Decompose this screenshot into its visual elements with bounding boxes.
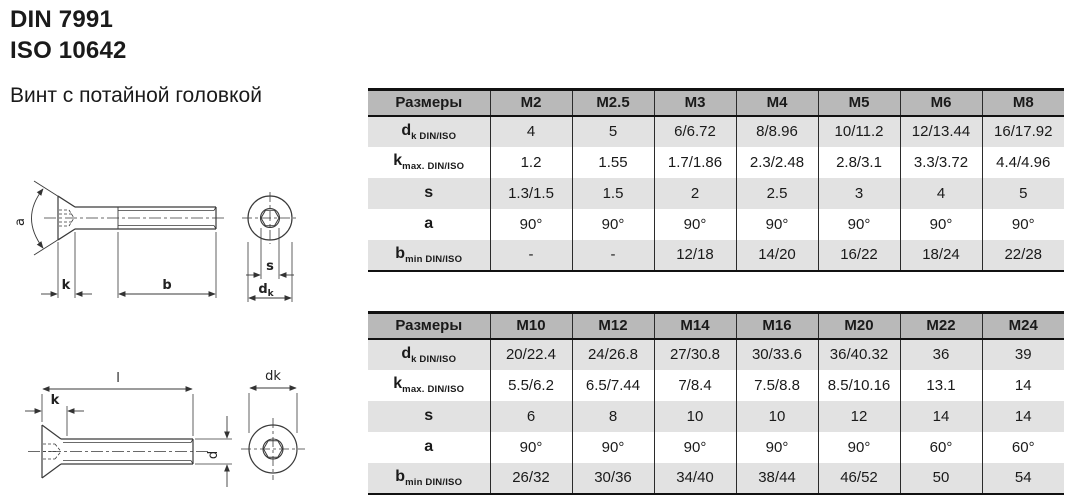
value-cell: 12/18 [654, 240, 736, 271]
column-header: M12 [572, 313, 654, 339]
value-cell: 90° [982, 209, 1064, 240]
value-cell: 5 [982, 178, 1064, 209]
value-cell: 10/11.2 [818, 116, 900, 147]
row-label-subscript: k DIN/ISO [411, 353, 457, 365]
value-cell: 1.7/1.86 [654, 147, 736, 178]
row-label [368, 147, 490, 178]
din-standard-title: DIN 7991 [10, 6, 113, 33]
table-row [368, 209, 1064, 240]
screw-side-view [32, 181, 227, 298]
table-row [368, 240, 1064, 271]
value-cell: 90° [490, 432, 572, 463]
value-cell: 12 [818, 401, 900, 432]
column-header: M8 [982, 90, 1064, 116]
value-cell: 26/32 [490, 463, 572, 494]
value-cell: 8 [572, 401, 654, 432]
value-cell: 2 [654, 178, 736, 209]
value-cell: 4 [490, 116, 572, 147]
value-cell: - [572, 240, 654, 271]
value-cell: 8.5/10.16 [818, 370, 900, 401]
value-cell: 3.3/3.72 [900, 147, 982, 178]
value-cell: 24/26.8 [572, 339, 654, 370]
screw-end-view [242, 192, 298, 302]
value-cell: 14 [900, 401, 982, 432]
value-cell: 12/13.44 [900, 116, 982, 147]
row-label-symbol: d [401, 121, 412, 139]
column-header: M2.5 [572, 90, 654, 116]
value-cell: 90° [490, 209, 572, 240]
head-dia-dim-label: dk [265, 369, 281, 384]
value-cell: 3 [818, 178, 900, 209]
hex-socket-dim-label: s [266, 259, 274, 274]
row-label-subscript: max. DIN/ISO [402, 161, 465, 172]
table-row [368, 339, 1064, 370]
row-label-subscript: min DIN/ISO [405, 476, 463, 488]
table-row [368, 178, 1064, 209]
value-cell: 1.55 [572, 147, 654, 178]
row-label-symbol: s [424, 184, 434, 201]
value-cell: 2.8/3.1 [818, 147, 900, 178]
value-cell: 34/40 [654, 463, 736, 494]
column-header: M3 [654, 90, 736, 116]
value-cell: 90° [818, 209, 900, 240]
column-header: M2 [490, 90, 572, 116]
value-cell: 30/33.6 [736, 339, 818, 370]
value-cell: 90° [736, 432, 818, 463]
column-header: M6 [900, 90, 982, 116]
value-cell: 60° [900, 432, 982, 463]
row-label-subscript: min DIN/ISO [405, 253, 463, 265]
thread-length-dim-label: b [162, 278, 172, 293]
value-cell: 90° [736, 209, 818, 240]
table-row [368, 147, 1064, 178]
column-header: M22 [900, 313, 982, 339]
head-height-dim-label: k [61, 278, 71, 293]
value-cell: 18/24 [900, 240, 982, 271]
iso-standard-title: ISO 10642 [10, 37, 127, 64]
value-cell: 16/22 [818, 240, 900, 271]
value-cell: 20/22.4 [490, 339, 572, 370]
value-cell: 6.5/7.44 [572, 370, 654, 401]
table-row [368, 463, 1064, 494]
value-cell: 4.4/4.96 [982, 147, 1064, 178]
value-cell: 38/44 [736, 463, 818, 494]
screw-drawing-full-thread [10, 358, 330, 500]
standard-titles [10, 4, 127, 66]
value-cell: 10 [654, 401, 736, 432]
value-cell: 90° [900, 209, 982, 240]
row-label [368, 401, 490, 432]
value-cell: 14 [982, 370, 1064, 401]
value-cell: 1.3/1.5 [490, 178, 572, 209]
dimension-table-m10-m24 [368, 311, 1064, 495]
shaft-dia-dim-label: d [206, 450, 221, 460]
dimension-table-m2-m8 [368, 88, 1064, 272]
value-cell: 36/40.32 [818, 339, 900, 370]
value-cell: 22/28 [982, 240, 1064, 271]
total-length-dim-label: l [116, 371, 120, 386]
value-cell: 7/8.4 [654, 370, 736, 401]
value-cell: 54 [982, 463, 1064, 494]
value-cell: 46/52 [818, 463, 900, 494]
value-cell: 5 [572, 116, 654, 147]
value-cell: 7.5/8.8 [736, 370, 818, 401]
value-cell: 90° [572, 209, 654, 240]
row-label-symbol: s [424, 407, 434, 424]
value-cell: 14/20 [736, 240, 818, 271]
row-label [368, 339, 490, 370]
row-label [368, 432, 490, 463]
value-cell: 2.5 [736, 178, 818, 209]
value-cell: 5.5/6.2 [490, 370, 572, 401]
value-cell: 1.5 [572, 178, 654, 209]
value-cell: 30/36 [572, 463, 654, 494]
value-cell: 1.2 [490, 147, 572, 178]
value-cell: 14 [982, 401, 1064, 432]
screw-drawing-partial-thread [10, 162, 330, 304]
row-label [368, 370, 490, 401]
value-cell: 6 [490, 401, 572, 432]
row-label-symbol: a [424, 438, 434, 455]
column-header: M14 [654, 313, 736, 339]
column-header: M5 [818, 90, 900, 116]
head-dia-dim-label: $d_k$ [258, 282, 274, 299]
value-cell: 90° [654, 209, 736, 240]
table-row [368, 432, 1064, 463]
value-cell: 90° [818, 432, 900, 463]
row-label [368, 116, 490, 147]
row-label-symbol: k [393, 375, 403, 392]
value-cell: 90° [572, 432, 654, 463]
column-header: M16 [736, 313, 818, 339]
row-label [368, 240, 490, 271]
column-header: M20 [818, 313, 900, 339]
column-header: Размеры [368, 90, 490, 116]
screw-end-view [241, 388, 305, 480]
row-label [368, 178, 490, 209]
column-header: M10 [490, 313, 572, 339]
value-cell: 10 [736, 401, 818, 432]
value-cell: 36 [900, 339, 982, 370]
table-row [368, 370, 1064, 401]
value-cell: 4 [900, 178, 982, 209]
value-cell: 8/8.96 [736, 116, 818, 147]
value-cell: 50 [900, 463, 982, 494]
head-height-dim-label: k [50, 393, 60, 408]
column-header: M4 [736, 90, 818, 116]
row-label [368, 463, 490, 494]
column-header: M24 [982, 313, 1064, 339]
value-cell: 90° [654, 432, 736, 463]
row-label-symbol: k [393, 152, 403, 169]
value-cell: 2.3/2.48 [736, 147, 818, 178]
row-label-symbol: b [395, 467, 406, 485]
column-header: Размеры [368, 313, 490, 339]
table-row [368, 116, 1064, 147]
angle-dim-label: a [13, 218, 28, 226]
value-cell: 39 [982, 339, 1064, 370]
value-cell: 13.1 [900, 370, 982, 401]
row-label-symbol: d [401, 344, 412, 362]
row-label-subscript: max. DIN/ISO [402, 384, 465, 395]
product-name: Винт с потайной головкой [10, 84, 262, 107]
row-label [368, 209, 490, 240]
value-cell: 16/17.92 [982, 116, 1064, 147]
value-cell: - [490, 240, 572, 271]
row-label-symbol: b [395, 244, 406, 262]
value-cell: 27/30.8 [654, 339, 736, 370]
value-cell: 60° [982, 432, 1064, 463]
row-label-subscript: k DIN/ISO [411, 130, 457, 142]
table-row [368, 401, 1064, 432]
row-label-symbol: a [424, 215, 434, 232]
value-cell: 6/6.72 [654, 116, 736, 147]
